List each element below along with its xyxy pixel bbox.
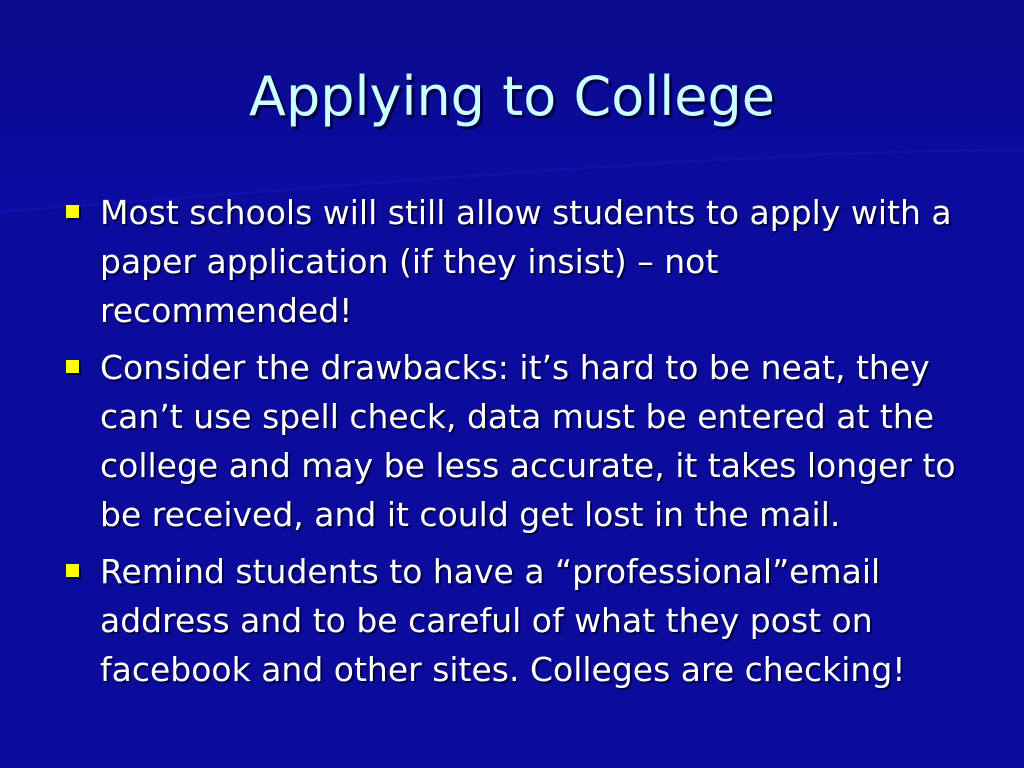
bullet-text: Remind students to have a “professional”email address and to be careful of what they post on facebook and other sites. Colleges are checking! xyxy=(100,552,906,689)
bullet-list xyxy=(60,188,972,702)
square-bullet-icon xyxy=(66,564,79,577)
square-bullet-icon xyxy=(66,205,79,218)
bullet-text: Most schools will still allow students to apply with a paper application (if they insist) – not recommended! xyxy=(100,193,952,330)
square-bullet-icon xyxy=(66,360,79,373)
bullet-item xyxy=(60,343,972,539)
bullet-item xyxy=(60,188,972,335)
slide-title: Applying to College xyxy=(249,65,775,128)
bullet-item xyxy=(60,547,972,694)
bullet-text: Consider the drawbacks: it’s hard to be neat, they can’t use spell check, data must be entered at the college and may be less accurate, it takes longer to be received, and it could get lost in the mail. xyxy=(100,348,956,534)
